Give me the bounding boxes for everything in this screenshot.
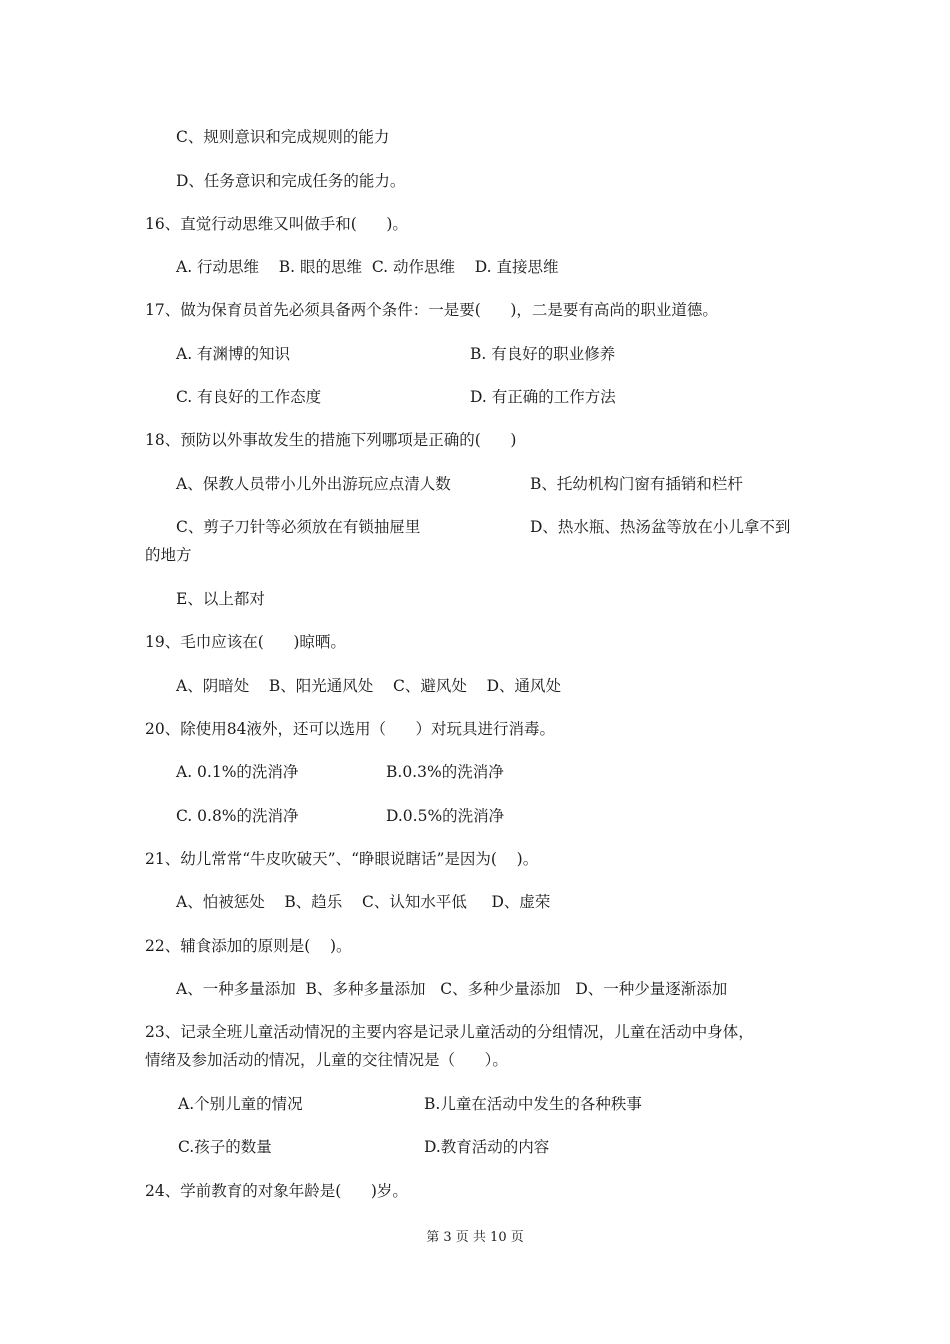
q24-stem: 24、学前教育的对象年龄是( )岁。 [145,1182,408,1200]
q22-stem: 22、辅食添加的原则是( )。 [145,937,352,955]
q20-option-b: B.0.3%的洗消净 [386,763,504,781]
q18-option-a: A、保教人员带小儿外出游玩应点清人数 [176,475,451,493]
q23-option-b: B.儿童在活动中发生的各种秩事 [424,1095,642,1113]
q15-option-c: C、规则意识和完成规则的能力 [176,128,390,146]
q16-options: A. 行动思维 B. 眼的思维 C. 动作思维 D. 直接思维 [176,258,559,276]
q20-option-a: A. 0.1%的洗消净 [176,763,299,781]
q17-option-d: D. 有正确的工作方法 [470,388,616,406]
q19-options: A、阴暗处 B、阳光通风处 C、避风处 D、通风处 [176,677,561,695]
q23-option-c: C.孩子的数量 [178,1138,272,1156]
q15-option-d: D、任务意识和完成任务的能力。 [176,172,406,190]
q22-options: A、一种多量添加 B、多种多量添加 C、多种少量添加 D、一种少量逐渐添加 [176,980,728,998]
q17-stem: 17、做为保育员首先必须具备两个条件：一是要( )，二是要有高尚的职业道德。 [145,301,718,319]
q21-stem: 21、幼儿常常“牛皮吹破天”、“睁眼说瞎话”是因为( )。 [145,850,539,868]
page-footer: 第 3 页 共 10 页 [426,1230,524,1245]
q18-option-b: B、托幼机构门窗有插销和栏杆 [530,475,743,493]
q20-option-c: C. 0.8%的洗消净 [176,807,299,825]
q16-stem: 16、直觉行动思维又叫做手和( )。 [145,215,408,233]
q23-option-a: A.个别儿童的情况 [178,1095,303,1113]
q18-option-d-continued: 的地方 [145,546,192,564]
q18-option-d: D、热水瓶、热汤盆等放在小儿拿不到 [530,518,791,536]
q19-stem: 19、毛巾应该在( )晾晒。 [145,633,346,651]
q20-stem: 20、除使用84液外，还可以选用（ ）对玩具进行消毒。 [145,720,556,738]
q23-stem-line2: 情绪及参加活动的情况，儿童的交往情况是（ ）。 [145,1051,508,1069]
q21-options: A、怕被惩处 B、趋乐 C、认知水平低 D、虚荣 [176,893,551,911]
q17-option-b: B. 有良好的职业修养 [470,345,616,363]
q23-option-d: D.教育活动的内容 [424,1138,550,1156]
q17-option-c: C. 有良好的工作态度 [176,388,322,406]
q17-option-a: A. 有渊博的知识 [176,345,291,363]
q18-stem: 18、预防以外事故发生的措施下列哪项是正确的( ) [145,431,517,449]
q18-option-e: E、以上都对 [176,590,265,608]
q18-option-c: C、剪子刀针等必须放在有锁抽屉里 [176,518,421,536]
q23-stem-line1: 23、记录全班儿童活动情况的主要内容是记录儿童活动的分组情况，儿童在活动中身体， [145,1023,754,1041]
q20-option-d: D.0.5%的洗消净 [386,807,505,825]
